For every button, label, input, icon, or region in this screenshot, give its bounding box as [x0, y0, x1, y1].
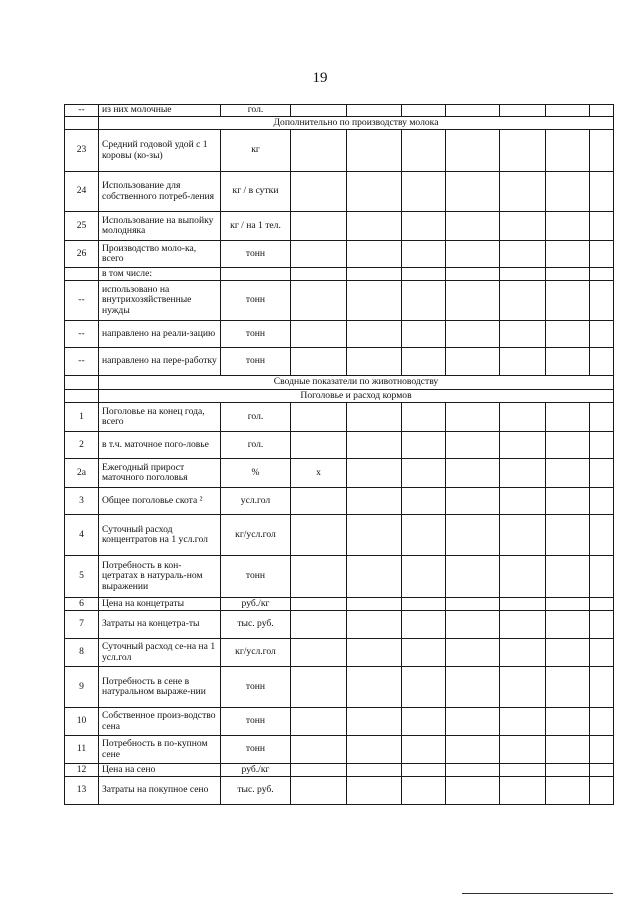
table-row: [65, 488, 614, 515]
value-cell[interactable]: [500, 667, 546, 708]
value-cell[interactable]: [446, 556, 500, 598]
value-cell[interactable]: [546, 172, 590, 212]
row-number: 4: [65, 515, 99, 556]
row-number: 24: [65, 172, 99, 212]
value-cell[interactable]: [291, 777, 347, 805]
row-number: --: [65, 281, 99, 321]
value-cell[interactable]: [446, 321, 500, 348]
value-cell[interactable]: [291, 281, 347, 321]
table-row: [65, 268, 614, 281]
indicator-name: Собственное произ-водство сена: [99, 708, 221, 736]
value-cell[interactable]: [347, 736, 402, 764]
value-cell[interactable]: [347, 432, 402, 459]
value-cell[interactable]: [590, 281, 614, 321]
value-cell[interactable]: [291, 639, 347, 667]
indicator-name: Поголовье на конец года, всего: [99, 403, 221, 432]
table-row: [65, 708, 614, 736]
table-row: [65, 515, 614, 556]
unit-cell: руб./кг: [221, 764, 291, 777]
value-cell[interactable]: [546, 321, 590, 348]
value-cell[interactable]: [590, 432, 614, 459]
indicator-name: Потребность в сене в натуральном выраже-нии: [99, 667, 221, 708]
table-row: [65, 459, 614, 488]
value-cell[interactable]: [590, 268, 614, 281]
indicator-name: Общее поголовье скота ²: [99, 488, 221, 515]
value-cell[interactable]: [590, 403, 614, 432]
value-cell[interactable]: [446, 268, 500, 281]
row-number: 7: [65, 611, 99, 639]
value-cell[interactable]: [347, 777, 402, 805]
value-cell[interactable]: [402, 268, 446, 281]
value-cell[interactable]: [402, 281, 446, 321]
indicator-name: Затраты на концетра-ты: [99, 611, 221, 639]
table-row: [65, 764, 614, 777]
value-cell[interactable]: [590, 611, 614, 639]
value-cell[interactable]: [546, 777, 590, 805]
row-number: 13: [65, 777, 99, 805]
value-cell[interactable]: [546, 432, 590, 459]
value-cell[interactable]: [347, 764, 402, 777]
value-cell[interactable]: [546, 708, 590, 736]
value-cell[interactable]: [500, 611, 546, 639]
value-cell[interactable]: [590, 764, 614, 777]
value-cell[interactable]: [590, 241, 614, 268]
table-row: [65, 130, 614, 172]
indicator-name: Использование на выпойку молодняка: [99, 212, 221, 241]
table-row: [65, 172, 614, 212]
value-cell[interactable]: [446, 488, 500, 515]
unit-cell: кг: [221, 130, 291, 172]
value-cell[interactable]: [347, 639, 402, 667]
value-cell[interactable]: [500, 348, 546, 376]
indicator-name: Суточный расход се-на на 1 усл.гол: [99, 639, 221, 667]
value-cell[interactable]: [446, 348, 500, 376]
indicator-name: из них молочные: [99, 105, 221, 117]
row-number: 8: [65, 639, 99, 667]
unit-cell: гол.: [221, 403, 291, 432]
row-number: 11: [65, 736, 99, 764]
value-cell[interactable]: [291, 598, 347, 611]
value-cell[interactable]: [291, 268, 347, 281]
value-cell[interactable]: [546, 515, 590, 556]
unit-cell: кг / в сутки: [221, 172, 291, 212]
value-cell[interactable]: [347, 130, 402, 172]
section-title: Поголовье и расход кормов: [99, 390, 614, 403]
value-cell[interactable]: [291, 667, 347, 708]
row-number: 2: [65, 432, 99, 459]
value-cell[interactable]: [500, 488, 546, 515]
unit-cell: тонн: [221, 736, 291, 764]
indicator-name: Средний годовой удой с 1 коровы (ко-зы): [99, 130, 221, 172]
indicator-name: Потребность в кон-цетратах в натураль-ном выражении: [99, 556, 221, 598]
indicator-name: Производство моло-ка, всего: [99, 241, 221, 268]
value-cell[interactable]: [446, 736, 500, 764]
value-cell[interactable]: [446, 598, 500, 611]
row-number: --: [65, 321, 99, 348]
table-row: [65, 736, 614, 764]
value-cell[interactable]: [347, 281, 402, 321]
value-cell[interactable]: [546, 459, 590, 488]
row-number: 26: [65, 241, 99, 268]
unit-cell: тонн: [221, 556, 291, 598]
value-cell[interactable]: [291, 488, 347, 515]
value-cell[interactable]: [500, 432, 546, 459]
value-cell[interactable]: [546, 105, 590, 117]
value-cell[interactable]: х: [291, 459, 347, 488]
unit-cell: тыс. руб.: [221, 611, 291, 639]
value-cell[interactable]: [347, 667, 402, 708]
section-row: [65, 390, 614, 403]
table-row: [65, 667, 614, 708]
value-cell[interactable]: [291, 403, 347, 432]
value-cell[interactable]: [291, 348, 347, 376]
value-cell[interactable]: [347, 556, 402, 598]
footer-rule: [462, 893, 613, 894]
value-cell[interactable]: [446, 611, 500, 639]
value-cell[interactable]: [446, 172, 500, 212]
value-cell[interactable]: [446, 667, 500, 708]
value-cell[interactable]: [347, 212, 402, 241]
row-number-cell: [65, 117, 99, 130]
unit-cell: гол.: [221, 432, 291, 459]
row-number: 1: [65, 403, 99, 432]
value-cell[interactable]: [291, 764, 347, 777]
page-number: 19: [312, 70, 328, 86]
value-cell[interactable]: [291, 432, 347, 459]
value-cell[interactable]: [546, 488, 590, 515]
value-cell[interactable]: [347, 321, 402, 348]
value-cell[interactable]: [446, 212, 500, 241]
section-row: [65, 376, 614, 390]
table-row: [65, 777, 614, 805]
row-number: 2а: [65, 459, 99, 488]
value-cell[interactable]: [402, 488, 446, 515]
value-cell[interactable]: [291, 515, 347, 556]
value-cell[interactable]: [500, 639, 546, 667]
value-cell[interactable]: [500, 708, 546, 736]
unit-cell: тонн: [221, 708, 291, 736]
unit-cell: [221, 268, 291, 281]
row-number: --: [65, 348, 99, 376]
value-cell[interactable]: [347, 403, 402, 432]
value-cell[interactable]: [402, 639, 446, 667]
value-cell[interactable]: [546, 556, 590, 598]
value-cell[interactable]: [590, 172, 614, 212]
value-cell[interactable]: [446, 432, 500, 459]
row-number: [65, 268, 99, 281]
indicator-name: Цена на концетраты: [99, 598, 221, 611]
indicator-name: направлено на реали-зацию: [99, 321, 221, 348]
unit-cell: гол.: [221, 105, 291, 117]
row-number: 23: [65, 130, 99, 172]
value-cell[interactable]: [500, 598, 546, 611]
value-cell[interactable]: [500, 105, 546, 117]
value-cell[interactable]: [402, 598, 446, 611]
value-cell[interactable]: [402, 556, 446, 598]
value-cell[interactable]: [291, 241, 347, 268]
unit-cell: тонн: [221, 321, 291, 348]
value-cell[interactable]: [500, 321, 546, 348]
value-cell[interactable]: [590, 598, 614, 611]
value-cell[interactable]: [402, 321, 446, 348]
indicator-name: Ежегодный прирост маточного поголовья: [99, 459, 221, 488]
value-cell[interactable]: [590, 105, 614, 117]
value-cell[interactable]: [402, 515, 446, 556]
value-cell[interactable]: [500, 556, 546, 598]
indicator-name: Затраты на покупное сено: [99, 777, 221, 805]
value-cell[interactable]: [500, 777, 546, 805]
value-cell[interactable]: [402, 212, 446, 241]
value-cell[interactable]: [291, 212, 347, 241]
row-number: 3: [65, 488, 99, 515]
value-cell[interactable]: [291, 736, 347, 764]
unit-cell: тонн: [221, 667, 291, 708]
table-row: [65, 281, 614, 321]
value-cell[interactable]: [546, 639, 590, 667]
value-cell[interactable]: [590, 667, 614, 708]
table-row: [65, 611, 614, 639]
value-cell[interactable]: [500, 403, 546, 432]
indicator-name: направлено на пере-работку: [99, 348, 221, 376]
section-title: Сводные показатели по животноводству: [99, 376, 614, 390]
value-cell[interactable]: [546, 241, 590, 268]
value-cell[interactable]: [446, 241, 500, 268]
value-cell[interactable]: [590, 130, 614, 172]
value-cell[interactable]: [546, 268, 590, 281]
row-number: 6: [65, 598, 99, 611]
table-row: [65, 348, 614, 376]
value-cell[interactable]: [402, 459, 446, 488]
row-number: --: [65, 105, 99, 117]
table-row: [65, 321, 614, 348]
value-cell[interactable]: [291, 708, 347, 736]
unit-cell: руб./кг: [221, 598, 291, 611]
value-cell[interactable]: [446, 105, 500, 117]
value-cell[interactable]: [500, 241, 546, 268]
value-cell[interactable]: [347, 598, 402, 611]
table-row: [65, 598, 614, 611]
value-cell[interactable]: [590, 708, 614, 736]
value-cell[interactable]: [402, 708, 446, 736]
value-cell[interactable]: [347, 268, 402, 281]
value-cell[interactable]: [500, 130, 546, 172]
unit-cell: тыс. руб.: [221, 777, 291, 805]
unit-cell: усл.гол: [221, 488, 291, 515]
value-cell[interactable]: [291, 130, 347, 172]
value-cell[interactable]: [402, 105, 446, 117]
unit-cell: тонн: [221, 348, 291, 376]
value-cell[interactable]: [291, 172, 347, 212]
value-cell[interactable]: [347, 708, 402, 736]
row-number: 5: [65, 556, 99, 598]
value-cell[interactable]: [500, 459, 546, 488]
value-cell[interactable]: [446, 130, 500, 172]
row-number: 9: [65, 667, 99, 708]
value-cell[interactable]: [402, 432, 446, 459]
value-cell[interactable]: [402, 172, 446, 212]
value-cell[interactable]: [291, 321, 347, 348]
section-title: Дополнительно по производству молока: [99, 117, 614, 130]
value-cell[interactable]: [590, 321, 614, 348]
row-number-cell: [65, 390, 99, 403]
value-cell[interactable]: [500, 281, 546, 321]
row-number-cell: [65, 376, 99, 390]
value-cell[interactable]: [402, 667, 446, 708]
value-cell[interactable]: [402, 777, 446, 805]
unit-cell: тонн: [221, 281, 291, 321]
value-cell[interactable]: [446, 708, 500, 736]
row-number: 10: [65, 708, 99, 736]
value-cell[interactable]: [500, 736, 546, 764]
value-cell[interactable]: [402, 348, 446, 376]
value-cell[interactable]: [446, 639, 500, 667]
table-row: [65, 241, 614, 268]
value-cell[interactable]: [446, 403, 500, 432]
value-cell[interactable]: [590, 639, 614, 667]
value-cell[interactable]: [590, 459, 614, 488]
table-row: [65, 212, 614, 241]
value-cell[interactable]: [446, 281, 500, 321]
table-body: [65, 105, 614, 805]
value-cell[interactable]: [347, 611, 402, 639]
value-cell[interactable]: [291, 105, 347, 117]
value-cell[interactable]: [402, 403, 446, 432]
unit-cell: кг/усл.гол: [221, 639, 291, 667]
table-row: [65, 432, 614, 459]
value-cell[interactable]: [446, 764, 500, 777]
value-cell[interactable]: [402, 736, 446, 764]
value-cell[interactable]: [500, 172, 546, 212]
value-cell[interactable]: [590, 777, 614, 805]
unit-cell: кг/усл.гол: [221, 515, 291, 556]
indicator-name: Потребность в по-купном сене: [99, 736, 221, 764]
value-cell[interactable]: [347, 172, 402, 212]
value-cell[interactable]: [347, 105, 402, 117]
value-cell[interactable]: [546, 764, 590, 777]
value-cell[interactable]: [500, 764, 546, 777]
table-row: [65, 639, 614, 667]
unit-cell: %: [221, 459, 291, 488]
value-cell[interactable]: [446, 777, 500, 805]
value-cell[interactable]: [347, 459, 402, 488]
table-row: [65, 403, 614, 432]
indicator-name: в т.ч. маточное пого-ловье: [99, 432, 221, 459]
value-cell[interactable]: [590, 556, 614, 598]
unit-cell: кг / на 1 тел.: [221, 212, 291, 241]
indicator-name: Цена на сено: [99, 764, 221, 777]
table-row: [65, 556, 614, 598]
indicator-name: в том числе:: [99, 268, 221, 281]
value-cell[interactable]: [546, 212, 590, 241]
row-number: 12: [65, 764, 99, 777]
value-cell[interactable]: [291, 556, 347, 598]
value-cell[interactable]: [546, 611, 590, 639]
table-row: [65, 105, 614, 117]
indicator-name: Использование для собственного потреб-ления: [99, 172, 221, 212]
value-cell[interactable]: [347, 488, 402, 515]
value-cell[interactable]: [402, 130, 446, 172]
value-cell[interactable]: [546, 736, 590, 764]
section-row: [65, 117, 614, 130]
value-cell[interactable]: [347, 241, 402, 268]
value-cell[interactable]: [500, 212, 546, 241]
value-cell[interactable]: [347, 515, 402, 556]
value-cell[interactable]: [500, 268, 546, 281]
value-cell[interactable]: [590, 515, 614, 556]
value-cell[interactable]: [546, 403, 590, 432]
indicators-table: [64, 104, 614, 805]
value-cell[interactable]: [402, 764, 446, 777]
value-cell[interactable]: [402, 241, 446, 268]
value-cell[interactable]: [291, 611, 347, 639]
value-cell[interactable]: [590, 348, 614, 376]
value-cell[interactable]: [546, 667, 590, 708]
value-cell[interactable]: [590, 212, 614, 241]
row-number: 25: [65, 212, 99, 241]
value-cell[interactable]: [546, 130, 590, 172]
value-cell[interactable]: [446, 459, 500, 488]
value-cell[interactable]: [590, 488, 614, 515]
unit-cell: тонн: [221, 241, 291, 268]
indicator-name: Суточный расход концентратов на 1 усл.гол: [99, 515, 221, 556]
value-cell[interactable]: [402, 611, 446, 639]
value-cell[interactable]: [446, 515, 500, 556]
value-cell[interactable]: [500, 515, 546, 556]
indicator-name: использовано на внутрихозяйственные нужды: [99, 281, 221, 321]
value-cell[interactable]: [347, 348, 402, 376]
value-cell[interactable]: [590, 736, 614, 764]
value-cell[interactable]: [546, 281, 590, 321]
value-cell[interactable]: [546, 348, 590, 376]
value-cell[interactable]: [546, 598, 590, 611]
